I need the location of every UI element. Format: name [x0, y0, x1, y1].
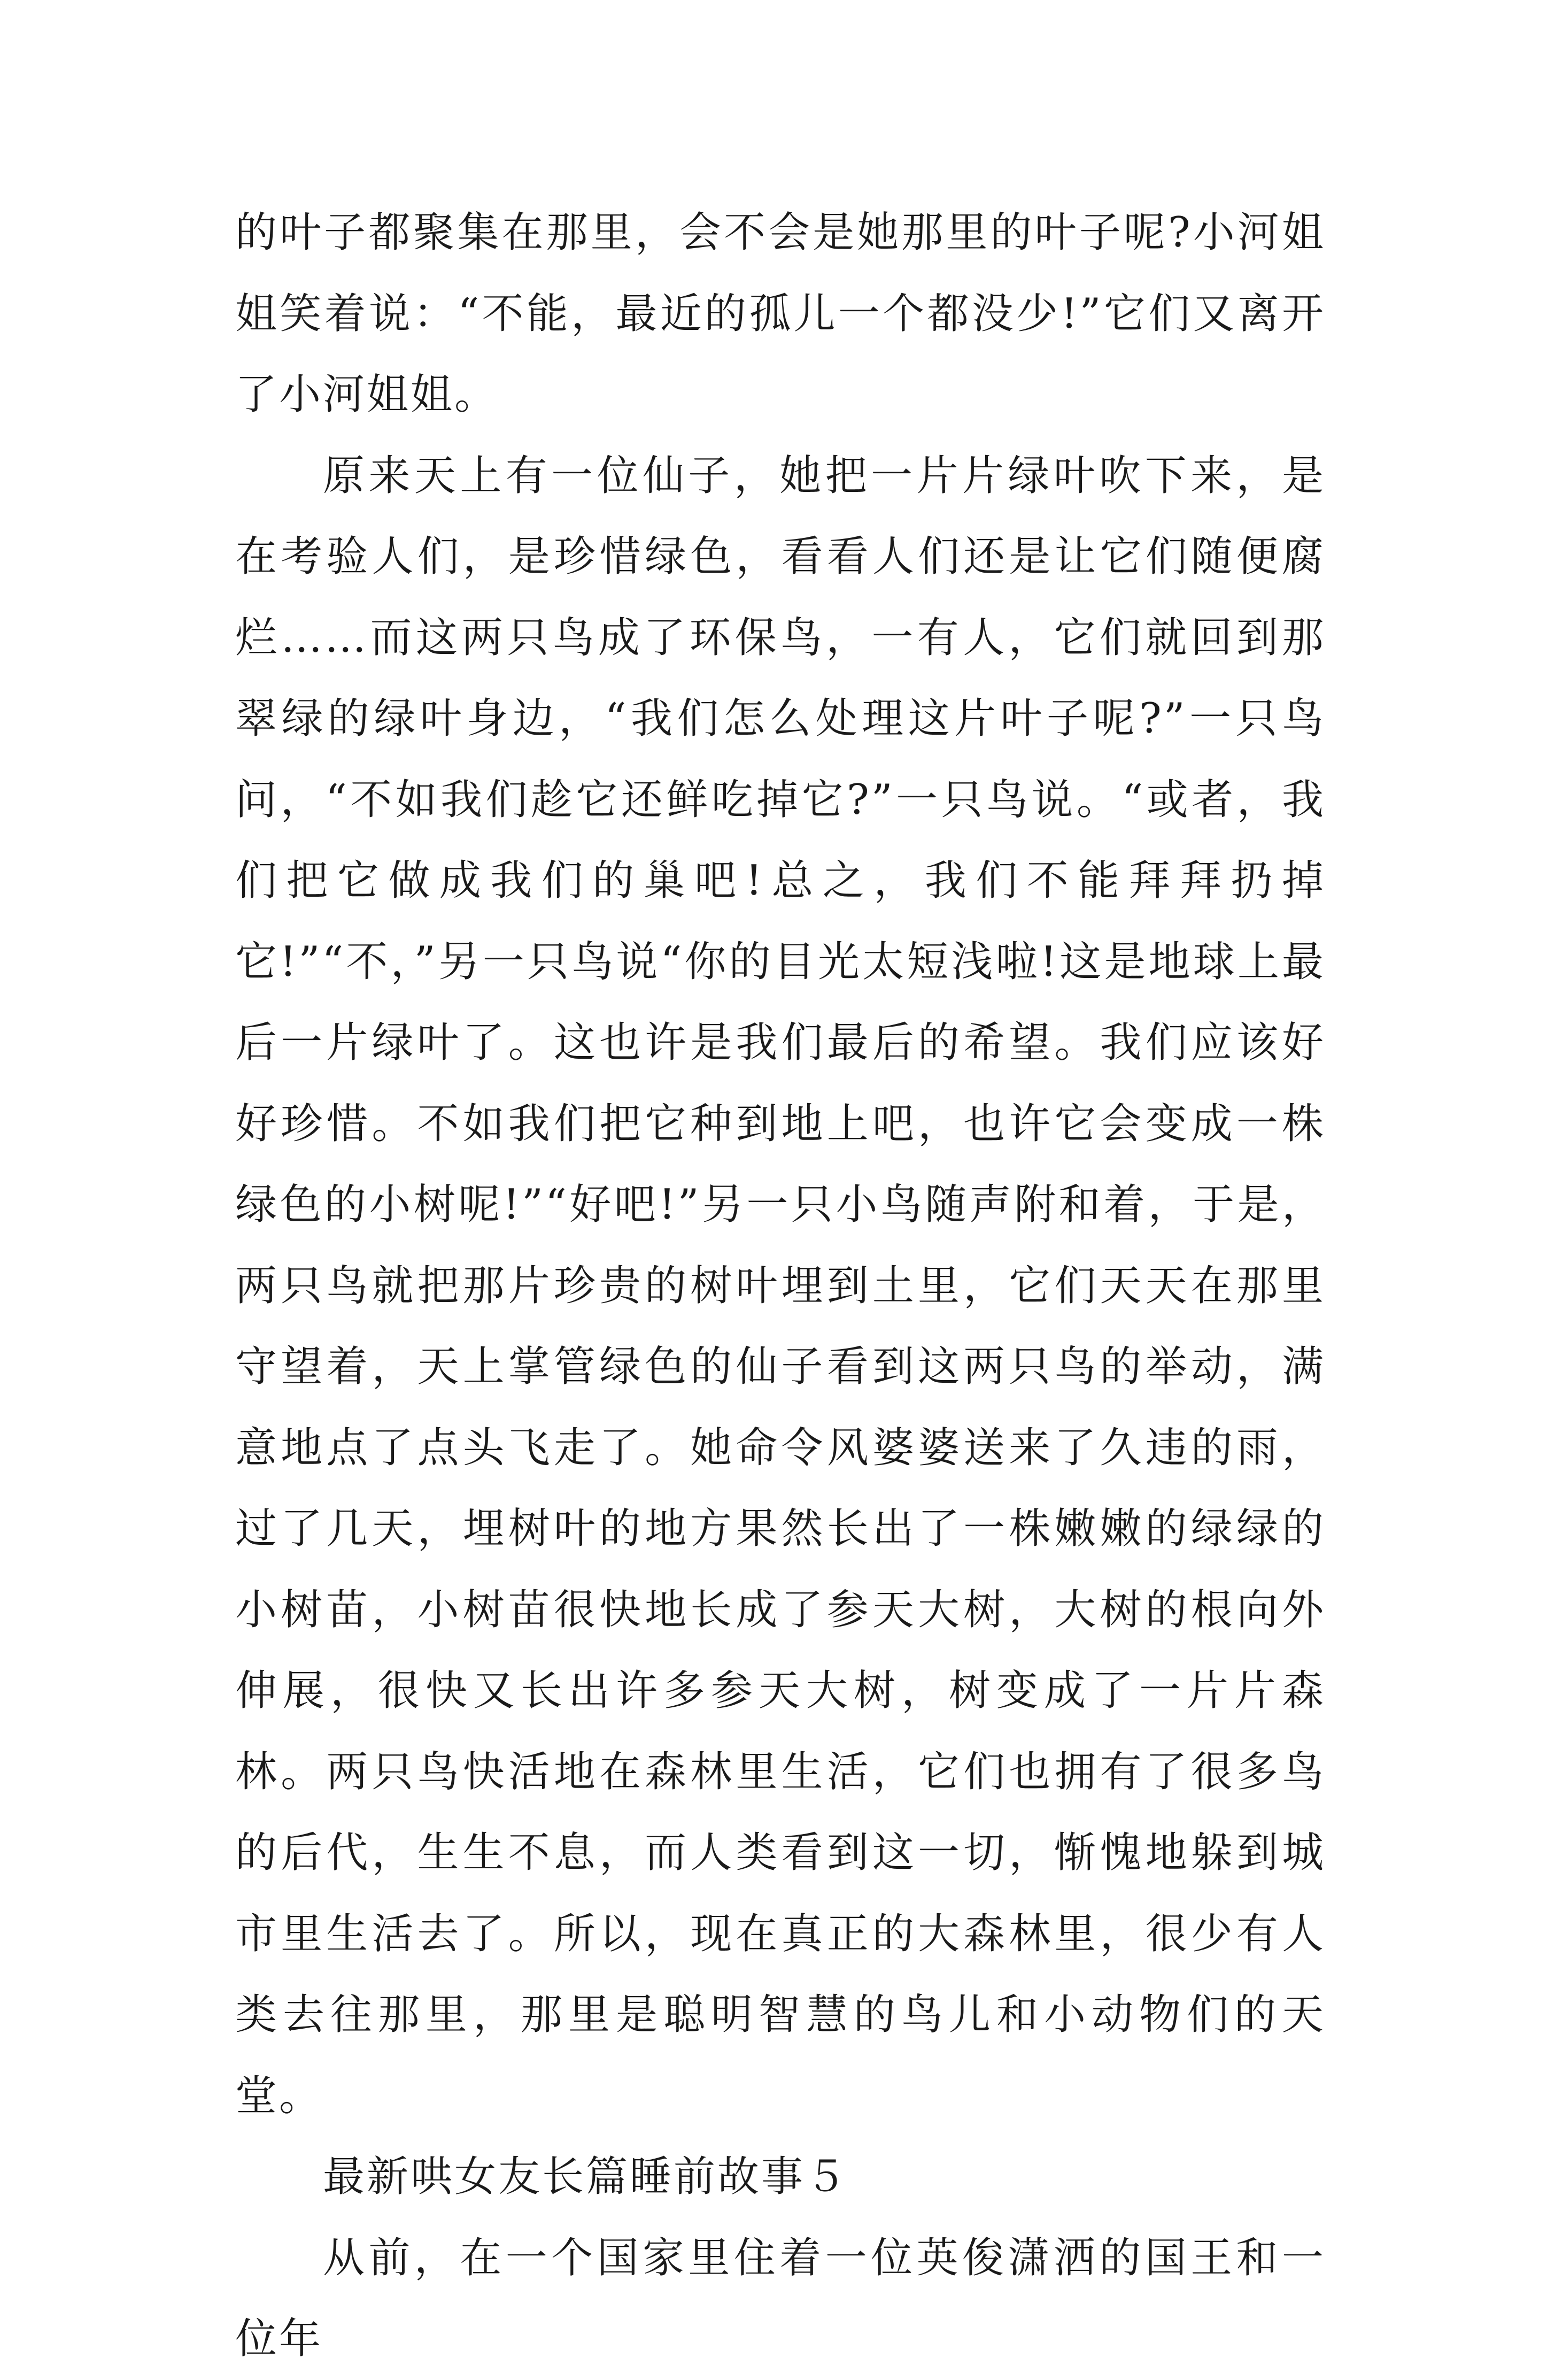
- document-body: [235, 192, 1326, 2380]
- paragraph-fairy-story: 原来天上有一位仙子，她把一片片绿叶吹下来，是在考验人们，是珍惜绿色，看看人们还是让它们随便腐烂……而这两只鸟成了环保鸟，一有人，它们就回到那翠绿的绿叶身边，“我们怎么处理这片叶子呢?”一只鸟问，“不如我们趁它还鲜吃掉它?”一只鸟说。“或者，我们把它做成我们的巢吧!总之，我们不能拜拜扔掉它!”“不，”另一只鸟说“你的目光太短浅啦!这是地球上最后一片绿叶了。这也许是我们最后的希望。我们应该好好珍惜。不如我们把它种到地上吧，也许它会变成一株绿色的小树呢!”“好吧!”另一只小鸟随声附和着，于是，两只鸟就把那片珍贵的树叶埋到土里，它们天天在那里守望着，天上掌管绿色的仙子看到这两只鸟的举动，满意地点了点头飞走了。她命令风婆婆送来了久违的雨，过了几天，埋树叶的地方果然长出了一株嫩嫩的绿绿的小树苗，小树苗很快地长成了参天大树，大树的根向外伸展，很快又长出许多参天大树，树变成了一片片森林。两只鸟快活地在森林里生活，它们也拥有了很多鸟的后代，生生不息，而人类看到这一切，惭愧地躲到城市里生活去了。所以，现在真正的大森林里，很少有人类去往那里，那里是聪明智慧的鸟儿和小动物们的天堂。: [235, 451, 1326, 2120]
- section-heading: 最新哄女友长篇睡前故事５: [323, 2153, 849, 2201]
- paragraph-king-story: 从前，在一个国家里住着一位英俊潇洒的国王和一位年: [235, 2233, 1326, 2363]
- paragraph-continuation: 的叶子都聚集在那里，会不会是她那里的叶子呢?小河姐姐笑着说：“不能，最近的孤儿一个都没少!”它们又离开了小河姐姐。: [235, 209, 1326, 419]
